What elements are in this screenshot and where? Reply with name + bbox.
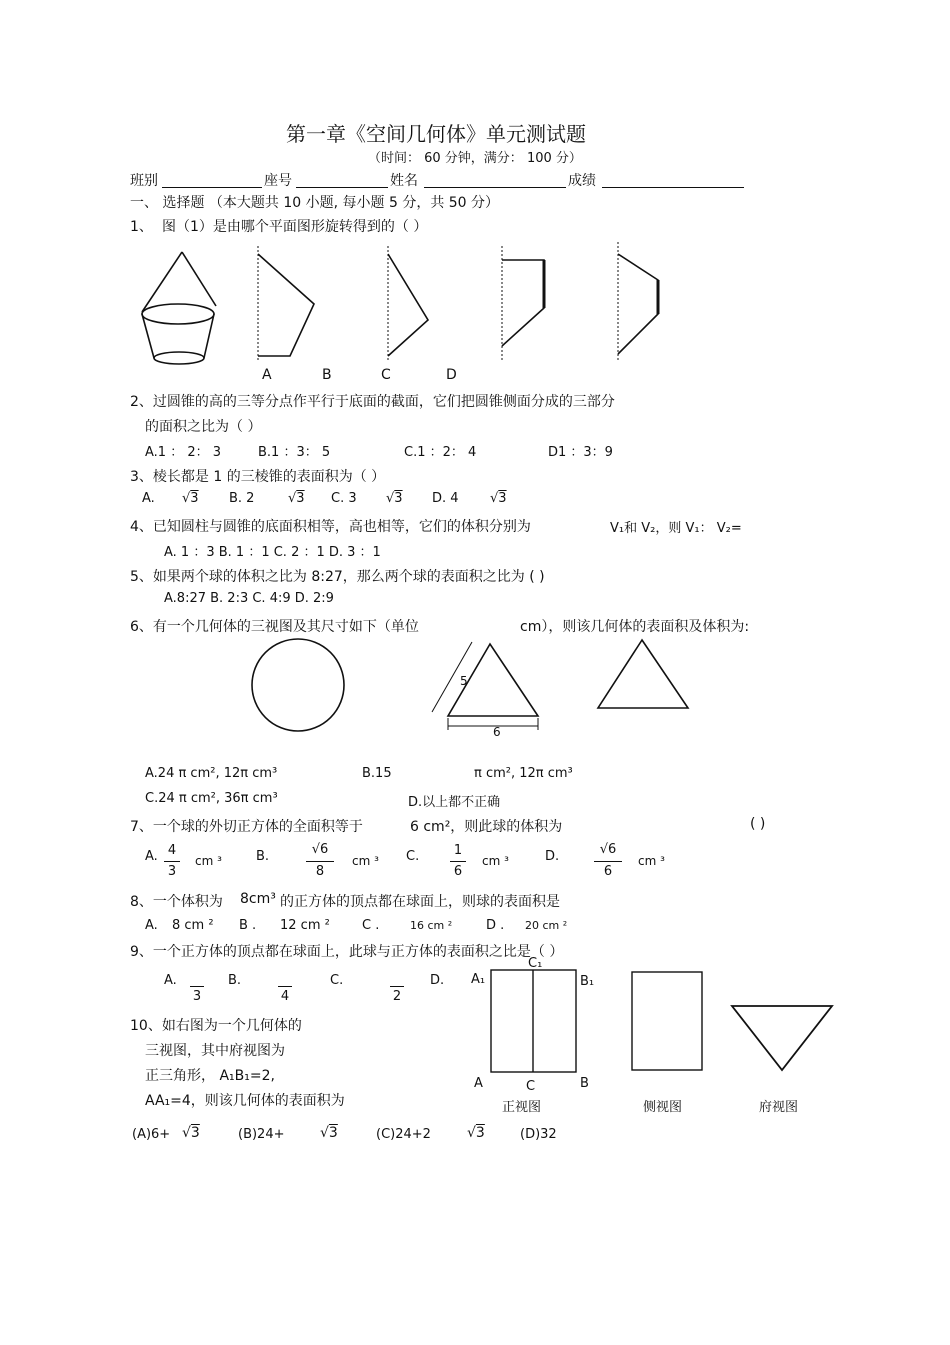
q10-text-line1: 10、如右图为一个几何体的 [130, 1018, 302, 1034]
q3-option-a[interactable]: A. [142, 491, 155, 506]
class-blank[interactable] [162, 187, 262, 188]
q8-option-b[interactable]: B . [239, 918, 257, 933]
sqrt-3-d: √3 [490, 491, 507, 506]
q2-option-c[interactable]: C.1 ：2： 4 [404, 445, 477, 460]
q6-option-c[interactable]: C.24 π cm², 36π cm³ [145, 791, 278, 806]
q8-value-b: 12 cm ² [280, 918, 330, 933]
q5-text: 5、如果两个球的体积之比为 8:27，那么两个球的表面积之比为 ( ) [130, 569, 545, 585]
q9-option-d[interactable]: D. [430, 973, 445, 988]
q1-option-a[interactable]: A [262, 367, 272, 383]
option-a-shape [258, 246, 314, 360]
frac-d-line [594, 861, 622, 862]
q3-option-d[interactable]: D. 4 [432, 491, 459, 506]
q6-three-views [240, 630, 700, 750]
q8-option-a[interactable]: A. [145, 918, 158, 933]
q8-value-d: 20 cm ² [525, 919, 568, 932]
frac-d-num: √6 [599, 842, 617, 857]
q9-option-c[interactable]: C. [330, 973, 344, 988]
frac-c-num: 1 [453, 843, 463, 858]
score-label: 成绩 [568, 173, 596, 189]
q10-option-b[interactable]: (B)24+ [238, 1127, 285, 1142]
q1-option-c[interactable]: C [381, 367, 391, 383]
q1-number: 1、 [130, 219, 153, 235]
sqrt-3-b: √3 [288, 491, 305, 506]
q3-text: 3、棱长都是 1 的三棱锥的表面积为（ ） [130, 469, 386, 485]
q3-option-c[interactable]: C. 3 [331, 491, 357, 506]
frac-d-den: 6 [603, 864, 613, 879]
sqrt-3-a: √3 [182, 491, 199, 506]
q7-option-a[interactable]: A. [145, 849, 158, 864]
label-c1: C₁ [528, 956, 543, 971]
q9-text: 9、一个正方体的顶点都在球面上，此球与正方体的表面积之比是（ ） [130, 944, 564, 960]
q6-option-d[interactable]: D.以上都不正确 [408, 795, 501, 810]
score-blank[interactable] [602, 187, 744, 188]
q2-option-b[interactable]: B.1 ：3： 5 [258, 445, 331, 460]
q9-frac-b-den: 4 [280, 989, 290, 1004]
name-blank[interactable] [424, 187, 566, 188]
q7-value: 6 cm²，则此球的体积为 [410, 819, 563, 835]
label-c: C [526, 1079, 536, 1094]
sqrt-3-q10c: √3 [467, 1125, 485, 1141]
q8-value: 8cm³ [240, 891, 276, 907]
q9-frac-c-den: 2 [392, 989, 402, 1004]
q7-text: 7、一个球的外切正方体的全面积等于 [130, 819, 363, 835]
q6-text: 6、有一个几何体的三视图及其尺寸如下（单位 [130, 619, 419, 635]
q9-frac-c-line [390, 986, 404, 987]
q9-option-a[interactable]: A. [164, 973, 177, 988]
q1-option-b[interactable]: B [322, 367, 332, 383]
unit-d: cm ³ [638, 854, 665, 868]
q8-text: 8、一个体积为 [130, 894, 223, 910]
q6-option-b[interactable]: B.15 [362, 766, 392, 781]
frac-b-line [306, 861, 334, 862]
q7-option-b[interactable]: B. [256, 849, 270, 864]
top-view-triangle [732, 1006, 832, 1070]
q10-three-views [488, 966, 838, 1076]
q2-option-a[interactable]: A.1 ： 2： 3 [145, 445, 222, 460]
q2-text-line2: 的面积之比为（ ） [145, 419, 262, 435]
seat-blank[interactable] [296, 187, 388, 188]
q4-text-tail: V₁和 V₂，则 V₁： V₂= [610, 521, 742, 536]
q9-option-b[interactable]: B. [228, 973, 242, 988]
front-view-triangle [432, 642, 538, 730]
option-c-shape [502, 246, 544, 360]
unit-c: cm ³ [482, 854, 509, 868]
caption-top-view: 府视图 [759, 1100, 799, 1115]
frac-b-num: √6 [311, 842, 329, 857]
q7-answer-paren[interactable]: ( ) [750, 816, 766, 832]
label-a: A [474, 1076, 483, 1091]
side-view-triangle [598, 640, 688, 708]
dim-label-6: 6 [493, 725, 501, 739]
q10-text-line4: AA₁=4，则该几何体的表面积为 [145, 1093, 345, 1109]
rotated-solid-figure [142, 252, 216, 364]
frac-a-den: 3 [167, 864, 177, 879]
q9-frac-b-line [278, 986, 292, 987]
frac-c-line [450, 861, 466, 862]
unit-b: cm ³ [352, 854, 379, 868]
subtitle: （时间： 60 分钟，满分： 100 分） [368, 151, 582, 166]
caption-front-view: 正视图 [502, 1100, 542, 1115]
q4-text: 4、已知圆柱与圆锥的底面积相等，高也相等，它们的体积分别为 [130, 519, 531, 535]
q1-text: 图（1）是由哪个平面图形旋转得到的（ ） [162, 219, 428, 235]
q6-text-tail: cm），则该几何体的表面积及体积为: [520, 619, 750, 635]
side-view [632, 972, 702, 1070]
q9-frac-a-line [190, 986, 204, 987]
frac-b-den: 8 [315, 864, 325, 879]
label-b: B [580, 1076, 589, 1091]
frac-a-num: 4 [167, 843, 177, 858]
name-label: 姓名 [390, 173, 418, 189]
q10-option-a[interactable]: (A)6+ [132, 1127, 171, 1142]
q10-text-line3: 正三角形， A₁B₁=2, [145, 1068, 275, 1084]
q4-options[interactable]: A. 1 ：3 B. 1 ：1 C. 2 ：1 D. 3 ：1 [164, 545, 381, 560]
caption-side-view: 侧视图 [643, 1100, 683, 1115]
option-d-shape [618, 242, 658, 360]
q8-value-a: 8 cm ² [172, 918, 214, 933]
unit-a: cm ³ [195, 854, 222, 868]
q6-option-b-value: π cm², 12π cm³ [474, 766, 573, 781]
sqrt-3-q10a: √3 [182, 1125, 200, 1141]
option-b-shape [388, 246, 428, 360]
sqrt-3-c: √3 [386, 491, 403, 506]
class-label: 班别 [130, 173, 158, 189]
q7-option-d[interactable]: D. [545, 849, 560, 864]
seat-label: 座号 [264, 173, 292, 189]
top-view-circle [252, 639, 344, 731]
q10-option-c[interactable]: (C)24+2 [376, 1127, 431, 1142]
q1-option-d[interactable]: D [446, 367, 457, 383]
q10-text-line2: 三视图，其中府视图为 [145, 1043, 285, 1059]
q3-option-b[interactable]: B. 2 [229, 491, 255, 506]
q8-value-c: 16 cm ² [410, 919, 453, 932]
section-heading: 一、 选择题 （本大题共 10 小题, 每小题 5 分，共 50 分） [130, 195, 500, 211]
q9-frac-a-den: 3 [192, 989, 202, 1004]
q8-option-c[interactable]: C . [362, 918, 380, 933]
q7-option-c[interactable]: C. [406, 849, 420, 864]
q1-figures [138, 240, 698, 370]
q6-option-a[interactable]: A.24 π cm², 12π cm³ [145, 766, 278, 781]
dim-label-5: 5 [460, 674, 468, 688]
label-b1: B₁ [580, 974, 595, 989]
front-view [491, 970, 576, 1072]
q10-option-d[interactable]: (D)32 [520, 1127, 557, 1142]
frac-c-den: 6 [453, 864, 463, 879]
page-title: 第一章《空间几何体》单元测试题 [286, 122, 586, 146]
label-a1: A₁ [471, 972, 486, 987]
q2-text-line1: 2、过圆锥的高的三等分点作平行于底面的截面，它们把圆锥侧面分成的三部分 [130, 394, 615, 410]
q8-option-d[interactable]: D . [486, 918, 505, 933]
frac-a-line [164, 861, 180, 862]
q5-options[interactable]: A.8:27 B. 2:3 C. 4:9 D. 2:9 [164, 591, 334, 606]
sqrt-3-q10b: √3 [320, 1125, 338, 1141]
q2-option-d[interactable]: D1 ：3：9 [548, 445, 613, 460]
q8-text-tail: 的正方体的顶点都在球面上，则球的表面积是 [280, 894, 560, 910]
